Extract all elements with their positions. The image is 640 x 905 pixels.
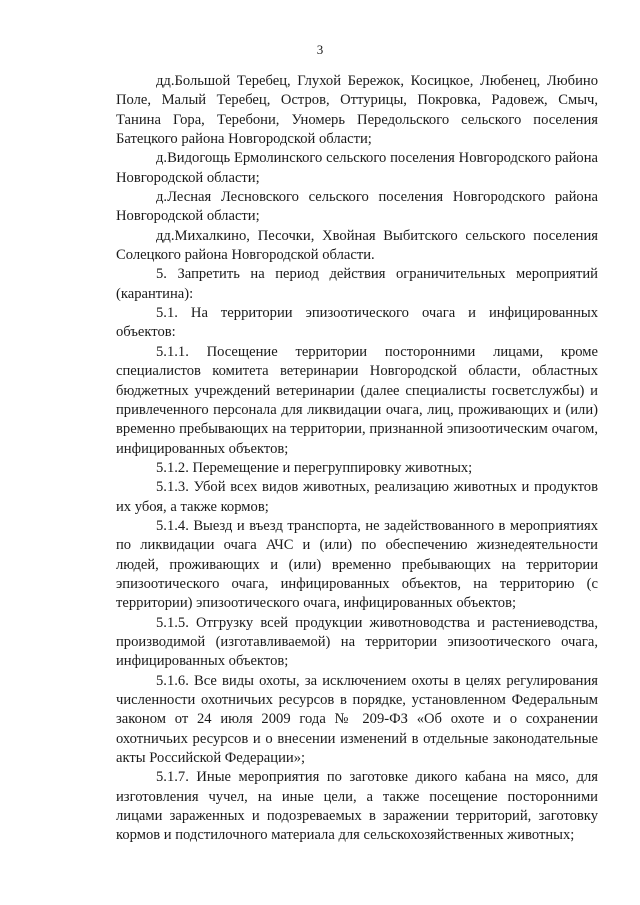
paragraph: 5.1.4. Выезд и въезд транспорта, не задействованного в мероприятиях по ликвидации очага АЧС и (или) по обеспечению жизнедеятельности людей, проживающих и (или) временно пребывающих на территории эпизоотического очага, инфицированных объектов, на территорию (с территории) эпизоотического очага, инфицированных объектов; — [116, 517, 598, 612]
paragraph: 5.1.1. Посещение территории посторонними лицами, кроме специалистов комитета ветеринарии Новгородской области, областных бюджетных учреждений ветеринарии (далее специалисты госветслужбы) и привлеченного персонала для ликвидации очага, лиц, проживающих и (или) временно пребывающих на территории, признанной эпизоотическим очагом, инфицированных объектов; — [116, 343, 598, 457]
paragraph: 5.1. На территории эпизоотического очага и инфицированных объектов: — [116, 305, 598, 341]
paragraph: 5.1.6. Все виды охоты, за исключением охоты в целях регулирования численности охотничьих ресурсов в порядке, установленном Федеральным законом от 24 июля 2009 года № 209-ФЗ «Об охоте и о сохранении охотничьих ресурсов и о внесении изменений в отдельные законодательные акты Российской Федерации»; — [116, 672, 598, 767]
document-body — [116, 72, 598, 846]
page-number: 3 — [316, 42, 324, 57]
paragraph: д.Видогощь Ермолинского сельского поселения Новгородского района Новгородской области; — [116, 150, 598, 186]
paragraph: дд.Михалкино, Песочки, Хвойная Выбитского сельского поселения Солецкого района Новгородской области. — [116, 227, 598, 264]
paragraph: 5. Запретить на период действия ограничительных мероприятий (карантина): — [116, 266, 598, 302]
paragraph: д.Лесная Лесновского сельского поселения Новгородского района Новгородской области; — [116, 189, 598, 225]
paragraph: 5.1.3. Убой всех видов животных, реализацию животных и продуктов их убоя, а также кормов; — [116, 479, 598, 515]
paragraph: 5.1.2. Перемещение и перегруппировку животных; — [156, 459, 473, 476]
paragraph: 5.1.5. Отгрузку всей продукции животноводства и растениеводства, производимой (изготавливаемой) на территории эпизоотического очага, инфицированных объектов; — [116, 614, 598, 670]
paragraph: 5.1.7. Иные мероприятия по заготовке дикого кабана на мясо, для изготовления чучел, на иные цели, а также посещение посторонними лицами зараженных и подозреваемых в заражении территорий, заготовку кормов и подстилочного материала для сельскохозяйственных животных; — [116, 769, 598, 844]
paragraph: дд.Большой Теребец, Глухой Бережок, Косицкое, Любенец, Любино Поле, Малый Теребец, Остров, Оттурицы, Покровка, Радовеж, Смыч, Танина Гора, Теребони, Уномерь Передольского сельского поселения Батецкого района Новгородской области; — [116, 73, 598, 148]
